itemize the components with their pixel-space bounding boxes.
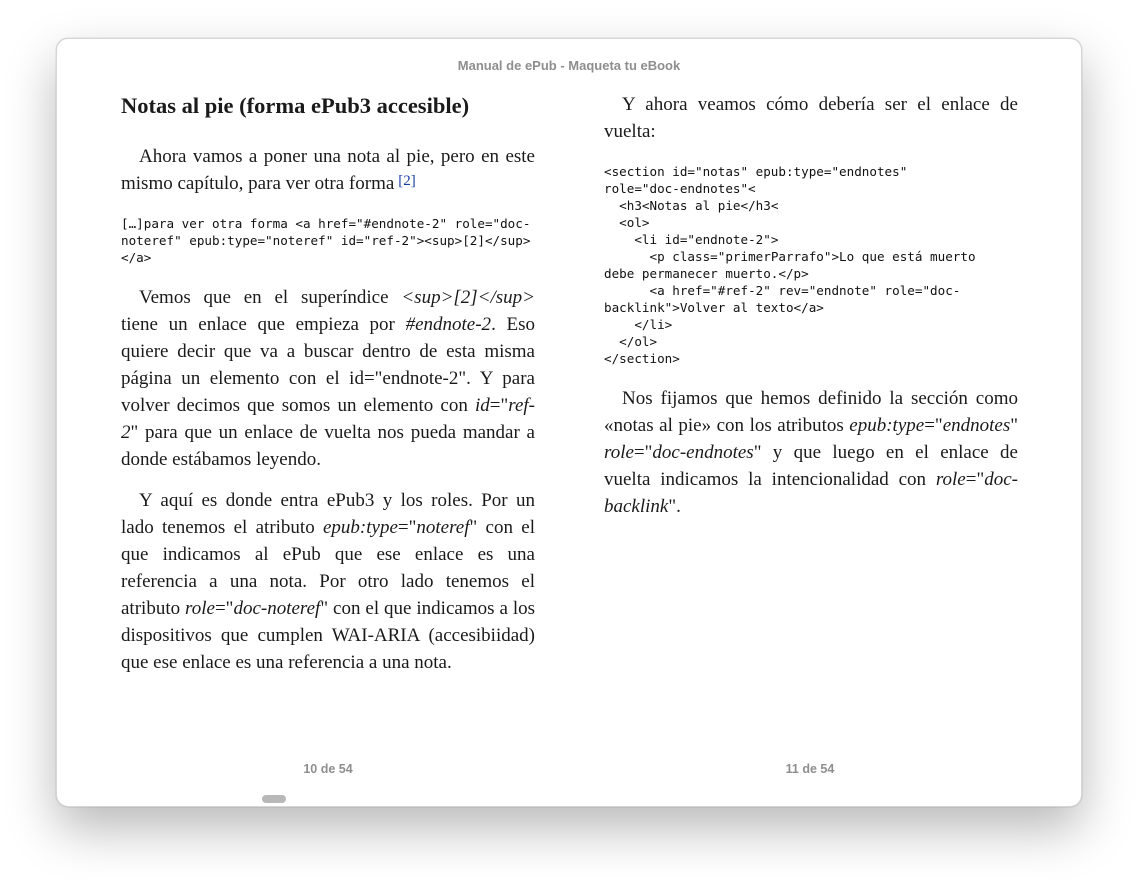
paragraph-endnotes: Nos fijamos que hemos definido la sección como «notas al pie» con los atributos epub:type="endnotes" role="doc-endnotes" y que luego en el enlace de vuelta indicamos la intencionalidad con role="doc-backlink". (604, 388, 1018, 517)
page-scrubber-handle[interactable] (262, 795, 286, 803)
book-window (56, 38, 1082, 807)
code-block-endnotes: <section id="notas" epub:type="endnotes" role="doc-endnotes"< <h3<Notas al pie</h3< <ol> <li id="endnote-2"> <p class="primerParrafo">Lo que está muerto debe permanecer muerto.</p> <a href="#ref-2" rev="endnote" role="doc- backlink">Volver al texto</a> </li> </ol> </section> (604, 164, 976, 366)
footnote-ref-link[interactable]: [2] (398, 173, 416, 189)
code-block-noteref: […]para ver otra forma <a href="#endnote-2" role="doc-noteref" epub:type="noteref" id="ref-2"><sup>[2]</sup></a> (121, 216, 531, 265)
page-number-left: 10 de 54 (303, 762, 353, 776)
page-number-right: 11 de 54 (785, 762, 835, 776)
left-page (121, 91, 535, 690)
section-heading: Notas al pie (forma ePub3 accesible) (121, 93, 470, 118)
window-title: Manual de ePub - Maqueta tu eBook (457, 58, 681, 73)
paragraph-intro-text: Ahora vamos a poner una nota al pie, pero en este mismo capítulo, para ver otra forma (121, 146, 535, 194)
paragraph-superscript: Vemos que en el superíndice <sup>[2]</sup> tiene un enlace que empieza por #endnote-2. Eso quiere decir que va a buscar dentro de esta misma página un elemento con el id="endnote-2". Y para volver decimos que somos un elemento con id="ref-2" para que un enlace de vuelta nos pueda mandar a donde estábamos leyendo. (121, 287, 535, 470)
right-page (604, 91, 1018, 534)
paragraph-intro (121, 143, 535, 197)
paragraph-roles: Y aquí es donde entra ePub3 y los roles. Por un lado tenemos el atributo epub:type="noteref" con el que indicamos al ePub que ese enlace es una referencia a una nota. Por otro lado tenemos el atributo role="doc-noteref" con el que indicamos a los dispositivos que cumplen WAI-ARIA (accesibiidad) que ese enlace es una referencia a una nota. (121, 490, 535, 673)
paragraph-backlink-intro: Y ahora veamos cómo debería ser el enlace de vuelta: (604, 94, 1018, 142)
